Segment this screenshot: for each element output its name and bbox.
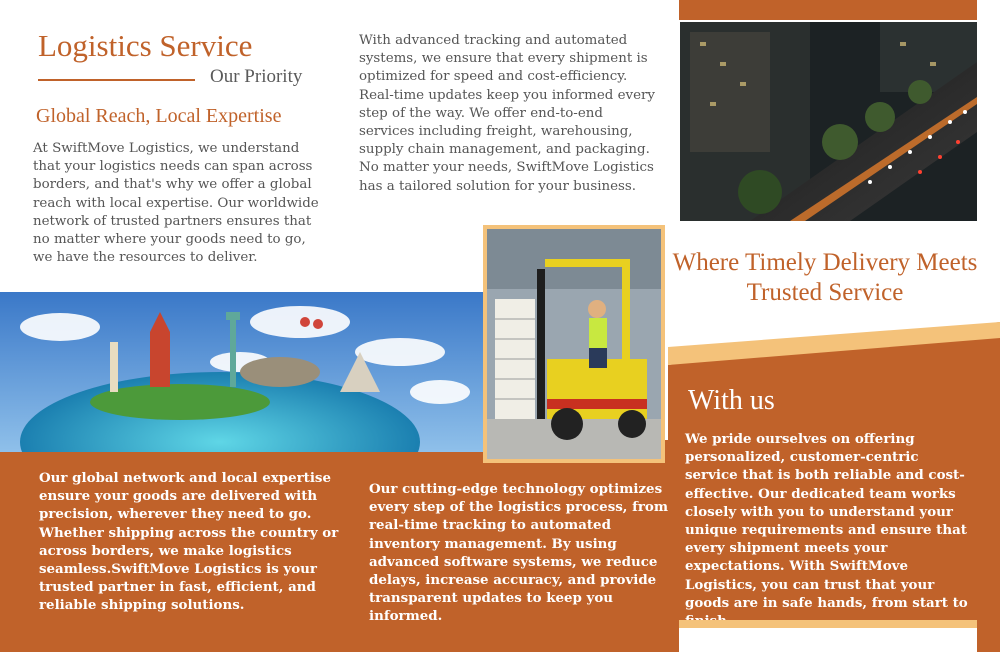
global-landmarks-image bbox=[0, 292, 484, 452]
brochure-subtitle: Our Priority bbox=[210, 66, 303, 87]
network-paragraph: Our global network and local expertise ensure your goods are delivered with precision, wherever they need to go. Whether shipping across the country or across borders, we make logistics seamless.SwiftMove Logistics is your trusted partner in fast, efficient, and reliable shipping solutions. bbox=[39, 470, 339, 614]
tagline: Where Timely Delivery Meets Trusted Service bbox=[672, 249, 978, 306]
tracking-paragraph: With advanced tracking and automated systems, we ensure that every shipment is optimized for speed and cost-efficiency. Real-time updates keep you informed every step of the way. We offer end-to-end services including freight, warehousing, supply chain management, and packaging. No matter your needs, SwiftMove Logistics has a tailored solution for your business. bbox=[359, 33, 655, 194]
brochure-title: Logistics Service bbox=[38, 28, 253, 63]
city-traffic-image bbox=[680, 22, 977, 221]
title-underline bbox=[38, 79, 195, 81]
with-us-heading: With us bbox=[688, 385, 775, 416]
forklift-image bbox=[483, 225, 665, 463]
bottom-white-strip bbox=[679, 628, 977, 652]
section-heading: Global Reach, Local Expertise bbox=[36, 105, 282, 127]
intro-paragraph: At SwiftMove Logistics, we understand that your logistics needs can span across borders, and that's why we offer a global reach with local expertise. Our worldwide network of trusted partners ensures that no matter where your goods need to go, we have the resources to deliver. bbox=[33, 141, 319, 266]
technology-paragraph: Our cutting-edge technology optimizes every step of the logistics process, from real-time tracking to automated inventory management. By using advanced software systems, we reduce delays, increase accuracy, and provide transparent updates to keep you informed. bbox=[369, 481, 669, 625]
with-us-paragraph: We pride ourselves on offering personalized, customer-centric service that is both reliable and cost-effective. Our dedicated team works closely with you to understand your unique requirements and ensure that every shipment meets your expectations. With SwiftMove Logistics, you can trust that your goods are in safe hands, from start to bbox=[685, 431, 968, 611]
top-accent-bar bbox=[679, 0, 977, 20]
